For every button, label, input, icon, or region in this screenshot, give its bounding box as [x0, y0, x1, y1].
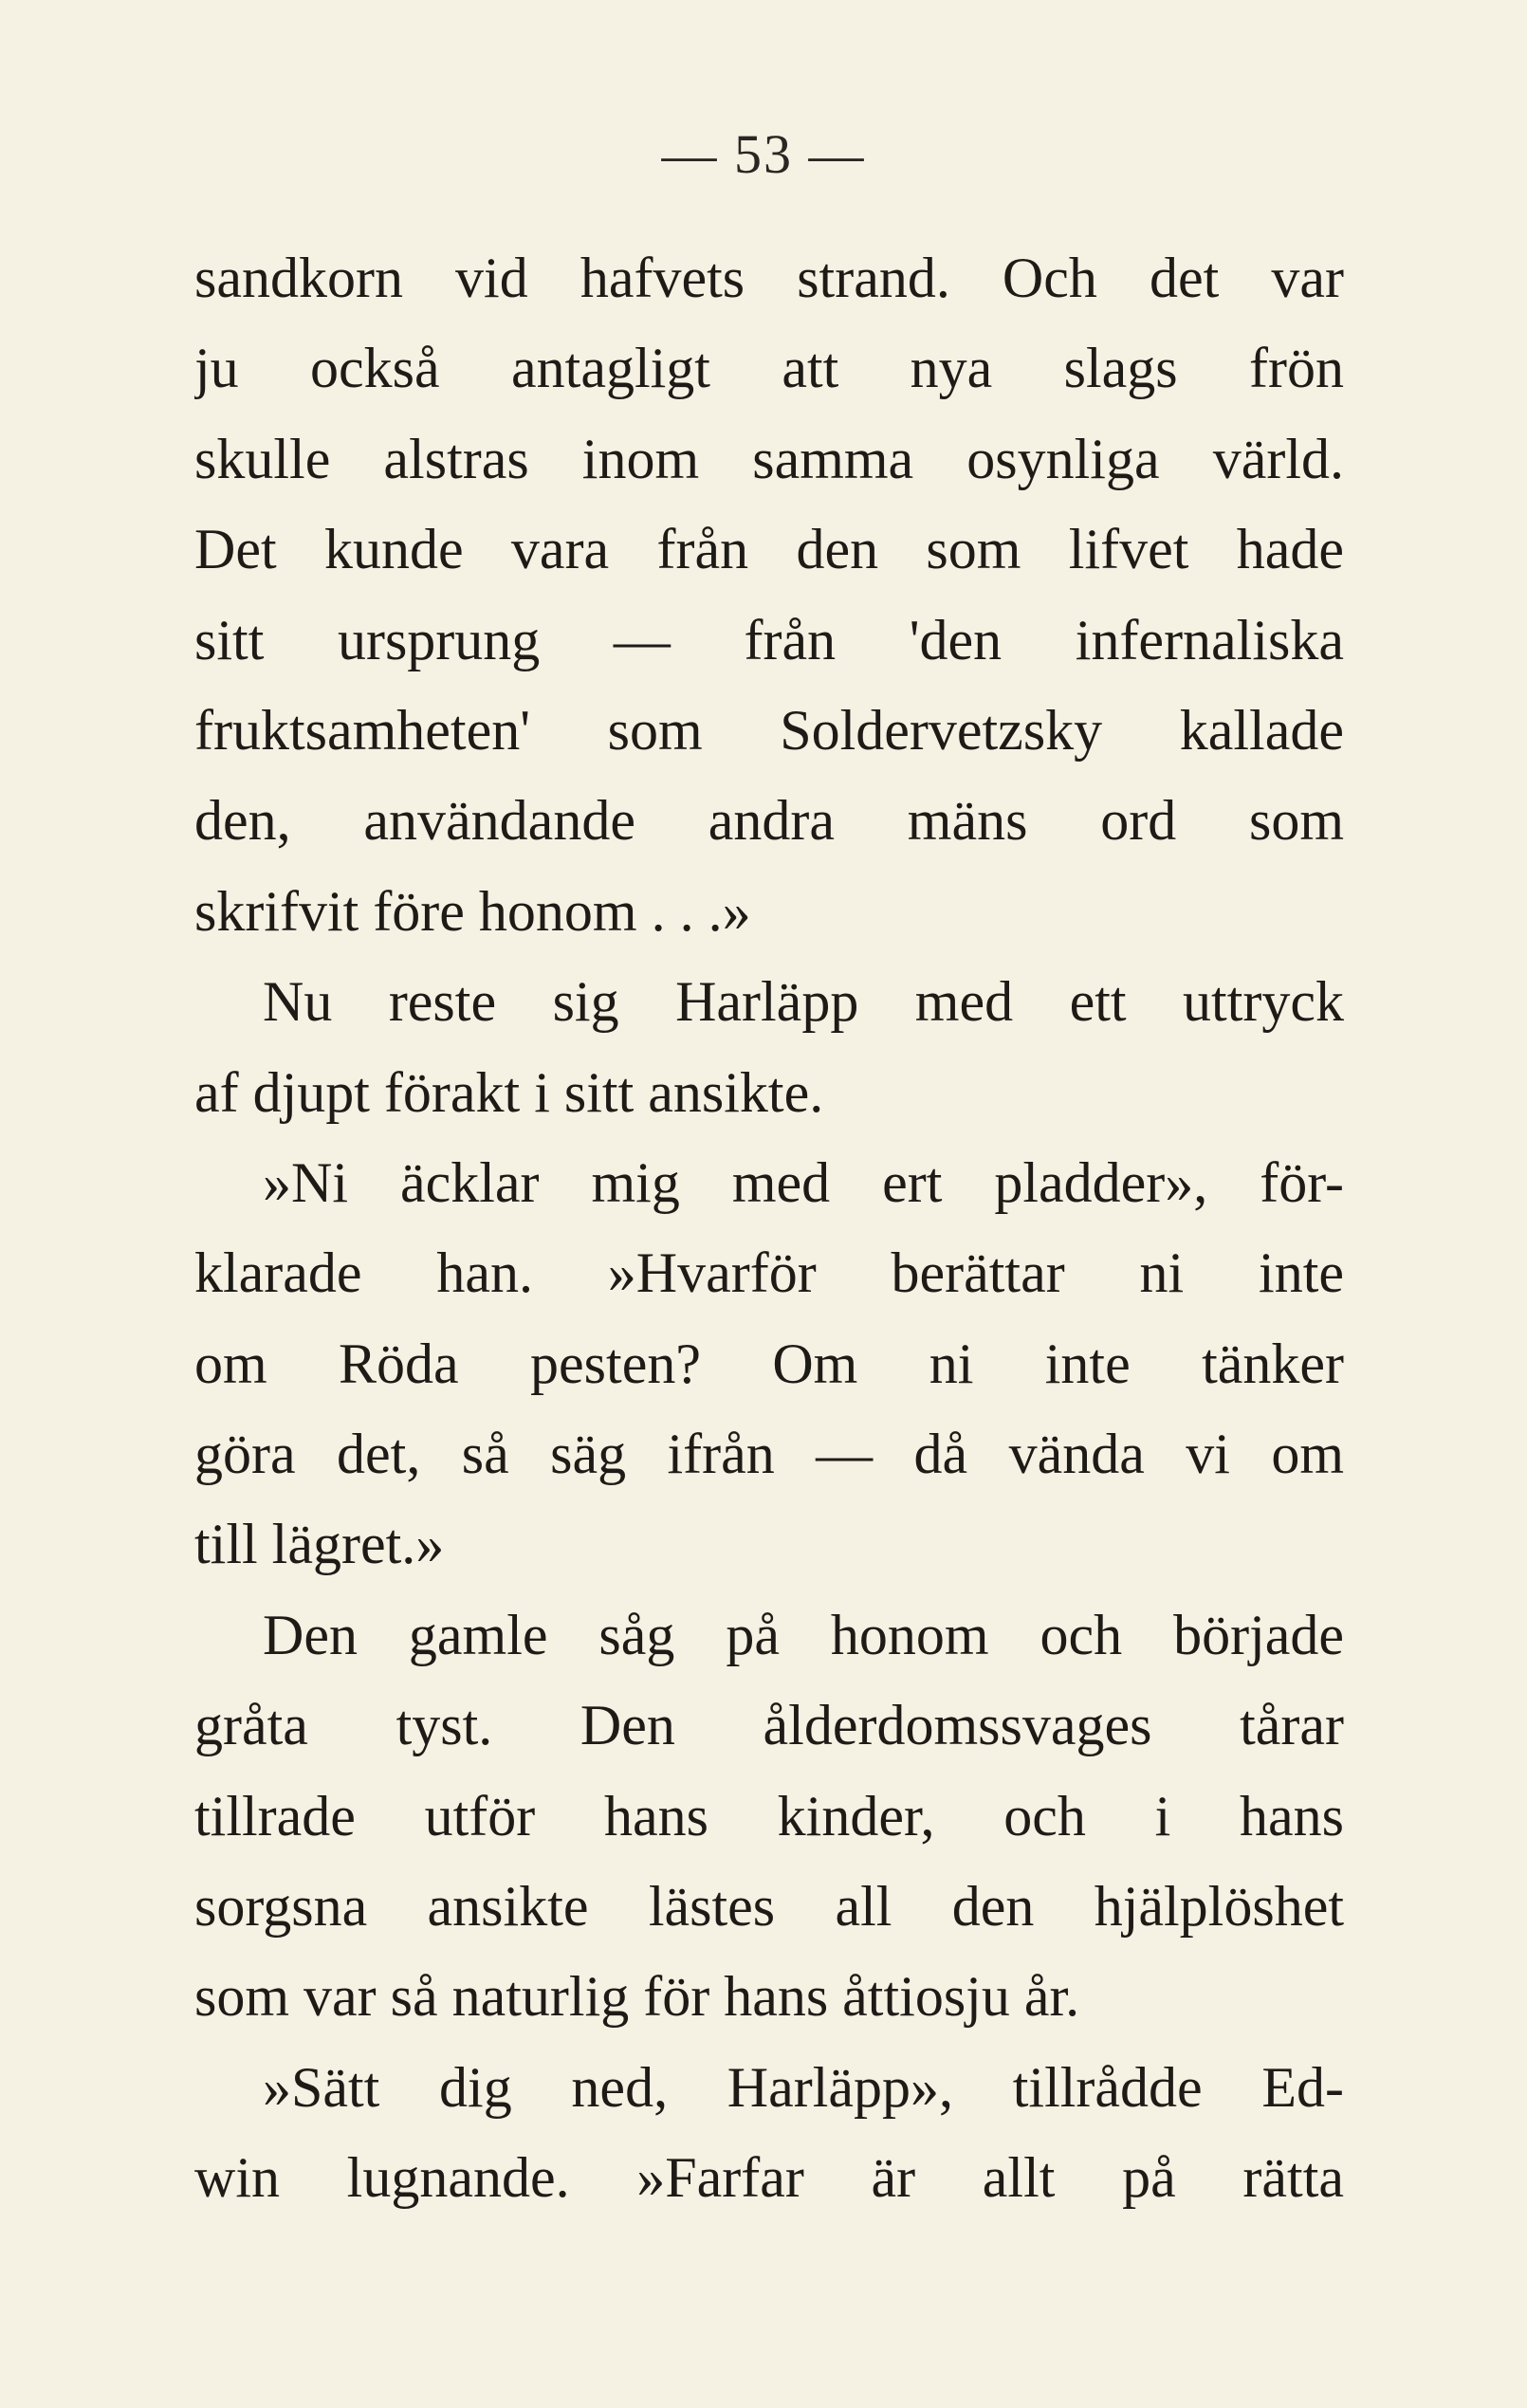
page-number: — 53 —: [661, 123, 866, 185]
body-text: [194, 233, 1344, 2224]
text-line: tillrade utför hans kinder, och i hans: [194, 1784, 1344, 1847]
text-line: af djupt förakt i sitt ansikte.: [194, 1060, 824, 1124]
text-line: Nu reste sig Harläpp med ett uttryck: [263, 970, 1344, 1034]
text-line: klarade han. »Hvarför berättar ni inte: [194, 1241, 1344, 1305]
text-line: skrifvit före honom . . .»: [194, 879, 751, 943]
paragraph: [194, 233, 1344, 957]
text-line: Den gamle såg på honom och började: [263, 1603, 1344, 1666]
text-line: Det kunde vara från den som lifvet hade: [194, 518, 1344, 581]
text-line: skulle alstras inom samma osynliga värld.: [194, 427, 1344, 490]
text-line: sandkorn vid hafvets strand. Och det var: [194, 247, 1344, 309]
paragraph: [194, 1590, 1344, 2043]
text-line: ju också antagligt att nya slags frön: [194, 337, 1344, 400]
text-line: gråta tyst. Den ålderdomssvages tårar: [194, 1694, 1344, 1757]
text-line: »Sätt dig ned, Harläpp», tillrådde Ed-: [263, 2055, 1344, 2119]
paragraph: [194, 957, 1344, 1138]
paragraph: [194, 2043, 1344, 2224]
paragraph: [194, 1138, 1344, 1590]
text-line: sorgsna ansikte lästes all den hjälplöshet: [194, 1875, 1344, 1939]
text-line: den, användande andra mäns ord som: [194, 789, 1344, 853]
text-line: sitt ursprung — från 'den infernaliska: [194, 608, 1344, 671]
text-line: fruktsamheten' som Soldervetzsky kallade: [194, 698, 1344, 762]
text-line: »Ni äcklar mig med ert pladder», för-: [263, 1150, 1344, 1214]
text-line: win lugnande. »Farfar är allt på rätta: [194, 2146, 1344, 2210]
text-line: till lägret.»: [194, 1513, 445, 1576]
text-line: om Röda pesten? Om ni inte tänker: [194, 1332, 1344, 1395]
text-line: som var så naturlig för hans åttiosju år.: [194, 1965, 1080, 2029]
text-line: göra det, så säg ifrån — då vända vi om: [194, 1423, 1344, 1486]
